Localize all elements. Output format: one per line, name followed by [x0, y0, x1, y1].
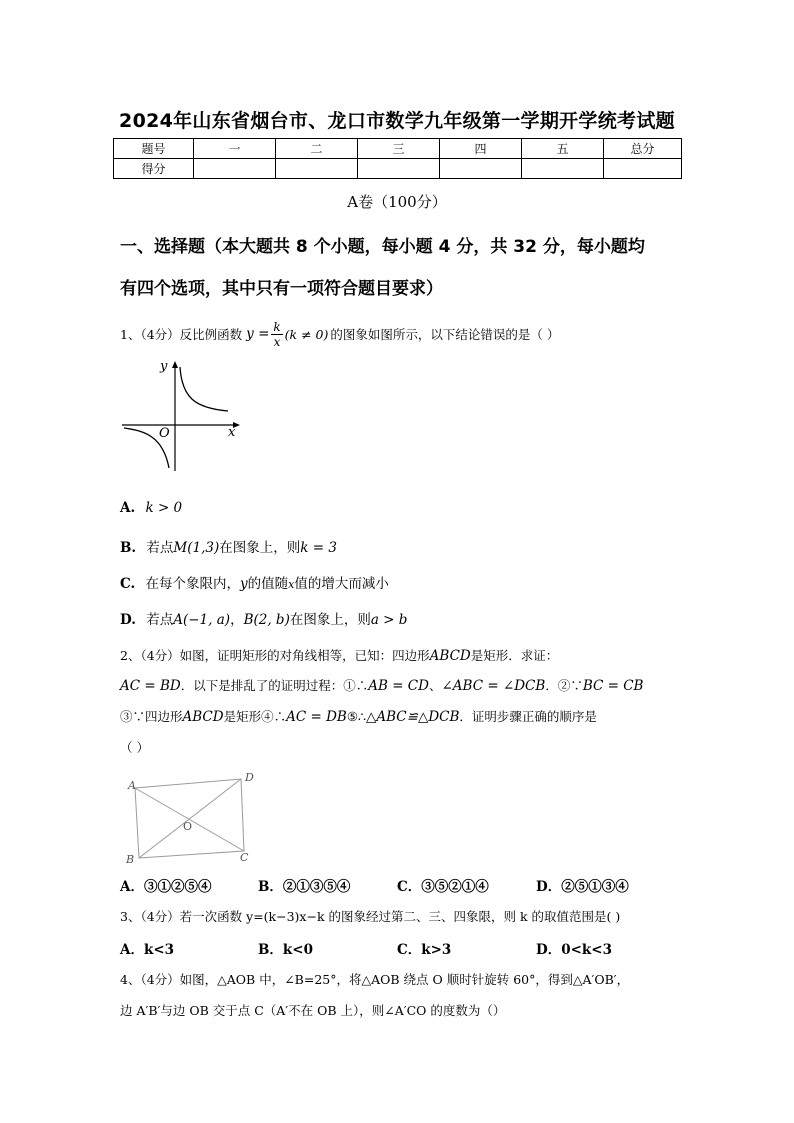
score-cell: [604, 159, 682, 179]
q2-text: 是矩形．求证：: [470, 648, 559, 663]
origin-label: O: [159, 426, 170, 441]
q2-math: BC = CB: [582, 678, 644, 694]
section-heading: A卷（100分）: [347, 193, 447, 211]
part1-heading-line1: 一、选择题（本大题共 8 个小题，每小题 4 分，共 32 分，每小题均: [120, 237, 645, 257]
q1-option-d-math: a > b: [370, 612, 408, 628]
score-row-label: 得分: [114, 159, 194, 179]
q3-option-a[interactable]: A．k<3: [120, 942, 175, 958]
q1-formula-lhs: y =: [246, 326, 270, 342]
q3-option-b[interactable]: B．k<0: [258, 942, 313, 958]
q1-option-d-text: ，: [230, 612, 244, 628]
q1-fraction-denominator: x: [273, 334, 281, 349]
q1-prefix: 1、（4分）反比例函数: [120, 327, 243, 342]
q2-math: AB = CD: [368, 678, 429, 694]
q2-math: AC = BD: [120, 678, 181, 694]
q1-option-b-label: B.: [120, 540, 137, 556]
q2-text: ③∵四边形: [120, 709, 183, 724]
score-header-cell: 二: [276, 139, 358, 159]
q2-text: ⑤∴: [346, 709, 366, 724]
q2-text: ．以下是排乱了的证明过程：①∴: [180, 678, 369, 693]
q1-condition: (k ≠ 0): [284, 326, 329, 342]
q1-option-c-text: 的值随: [247, 576, 289, 592]
q1-option-a[interactable]: [120, 500, 182, 516]
q1-option-c-text: 值的增大而减小: [294, 576, 389, 592]
q2-math: ∠ABC = ∠DCB: [441, 678, 546, 694]
q1-option-d-text: 若点: [146, 612, 174, 628]
q1-option-c-math: x: [288, 578, 295, 591]
q4-stem-line2: 边 A′B′与边 OB 交于点 C（A′不在 OB 上），则∠A′CO 的度数为（）: [120, 1003, 506, 1018]
vertex-d-label: D: [245, 771, 254, 784]
score-header-cell: 题号: [114, 139, 194, 159]
vertex-a-label: A: [128, 779, 136, 792]
score-header-cell: 三: [358, 139, 440, 159]
score-cell: [194, 159, 276, 179]
q2-option-d[interactable]: D．②⑤①③④: [536, 879, 629, 895]
q1-option-d-math: A(−1, a): [173, 612, 231, 628]
q2-text: ．证明步骤正确的顺序是: [459, 709, 597, 724]
score-cell: [276, 159, 358, 179]
q1-fraction: [271, 320, 282, 349]
q3-option-d[interactable]: D．0<k<3: [536, 942, 612, 958]
q2-math: ABCD: [182, 709, 224, 725]
q1-suffix: 的图象如图所示，以下结论错误的是（ ）: [330, 327, 560, 342]
q1-option-d-label: D.: [120, 612, 136, 628]
score-cell: [358, 159, 440, 179]
q2-text: 、: [428, 678, 442, 693]
score-header-cell: 四: [440, 139, 522, 159]
q4-stem-line1: 4、（4分）如图，△AOB 中，∠B=25°，将△AOB 绕点 O 顺时针旋转 60°，得到△A′OB′，: [120, 972, 630, 987]
q3-stem: 3、（4分）若一次函数 y=(k−3)x−k 的图象经过第二、三、四象限，则 k 的取值范围是( ): [120, 909, 621, 924]
q1-option-c[interactable]: [120, 572, 389, 592]
score-cell: [522, 159, 604, 179]
q2-answer-blank: （ ）: [120, 740, 149, 755]
q1-option-d-text: 在图象上，则: [289, 612, 371, 628]
q1-hyperbola-figure: [118, 355, 243, 475]
vertex-b-label: B: [126, 853, 135, 866]
q1-option-c-math: y: [240, 576, 248, 592]
q2-option-a[interactable]: A．③①②⑤④: [120, 879, 212, 895]
q3-option-c[interactable]: C．k>3: [397, 942, 452, 958]
q2-text: 2、（4分）如图，证明矩形的对角线相等，已知：四边形: [120, 648, 430, 663]
score-header-cell: 一: [194, 139, 276, 159]
vertex-c-label: C: [240, 851, 249, 864]
q1-option-b[interactable]: [120, 536, 337, 556]
part1-heading-line2: 有四个选项，其中只有一项符合题目要求）: [120, 279, 443, 299]
score-header-cell: 五: [522, 139, 604, 159]
q1-option-a-label: A.: [120, 500, 136, 516]
diagonal-bd: [139, 779, 241, 858]
x-axis-label: x: [228, 425, 236, 440]
score-table: [113, 138, 682, 179]
score-table-score-row: [114, 159, 682, 179]
hyperbola-branch-quadrant-1: [180, 367, 228, 411]
q2-rectangle-figure: [120, 767, 265, 867]
q1-stem: [120, 319, 559, 349]
q1-option-d[interactable]: [120, 608, 407, 628]
q2-stem-line3: [120, 707, 597, 725]
q1-option-a-math: k > 0: [145, 500, 183, 516]
intersection-o-label: O: [183, 820, 193, 833]
paper-title: 2024年山东省烟台市、龙口市数学九年级第一学期开学统考试题: [119, 110, 675, 132]
q1-option-c-text: 在每个象限内，: [145, 576, 241, 592]
q2-text: 是矩形④∴: [223, 709, 287, 724]
q1-option-b-math: k = 3: [300, 540, 337, 556]
q2-option-c[interactable]: C．③⑤②①④: [397, 879, 489, 895]
q2-option-b[interactable]: B．②①③⑤④: [258, 879, 351, 895]
q2-math: ABCD: [429, 648, 471, 664]
q1-fraction-numerator: k: [273, 319, 281, 334]
q2-math: AC = DB: [286, 709, 347, 725]
y-axis-arrow-icon: [172, 361, 178, 368]
q1-option-c-label: C.: [120, 576, 136, 592]
y-axis-label: y: [160, 359, 168, 374]
q2-stem-line1: [120, 646, 558, 664]
score-header-cell: 总分: [604, 139, 682, 159]
q1-option-b-text: 在图象上，则: [219, 540, 301, 556]
q1-option-b-math: M(1,3): [173, 540, 220, 556]
q1-option-b-text: 若点: [146, 540, 174, 556]
q2-math: △ABC≌△DCB: [366, 709, 460, 725]
score-table-header-row: [114, 139, 682, 159]
q2-stem-line2: [120, 676, 643, 694]
q2-text: ．②∵: [545, 678, 583, 693]
score-cell: [440, 159, 522, 179]
q1-option-d-math: B(2, b): [243, 612, 290, 628]
